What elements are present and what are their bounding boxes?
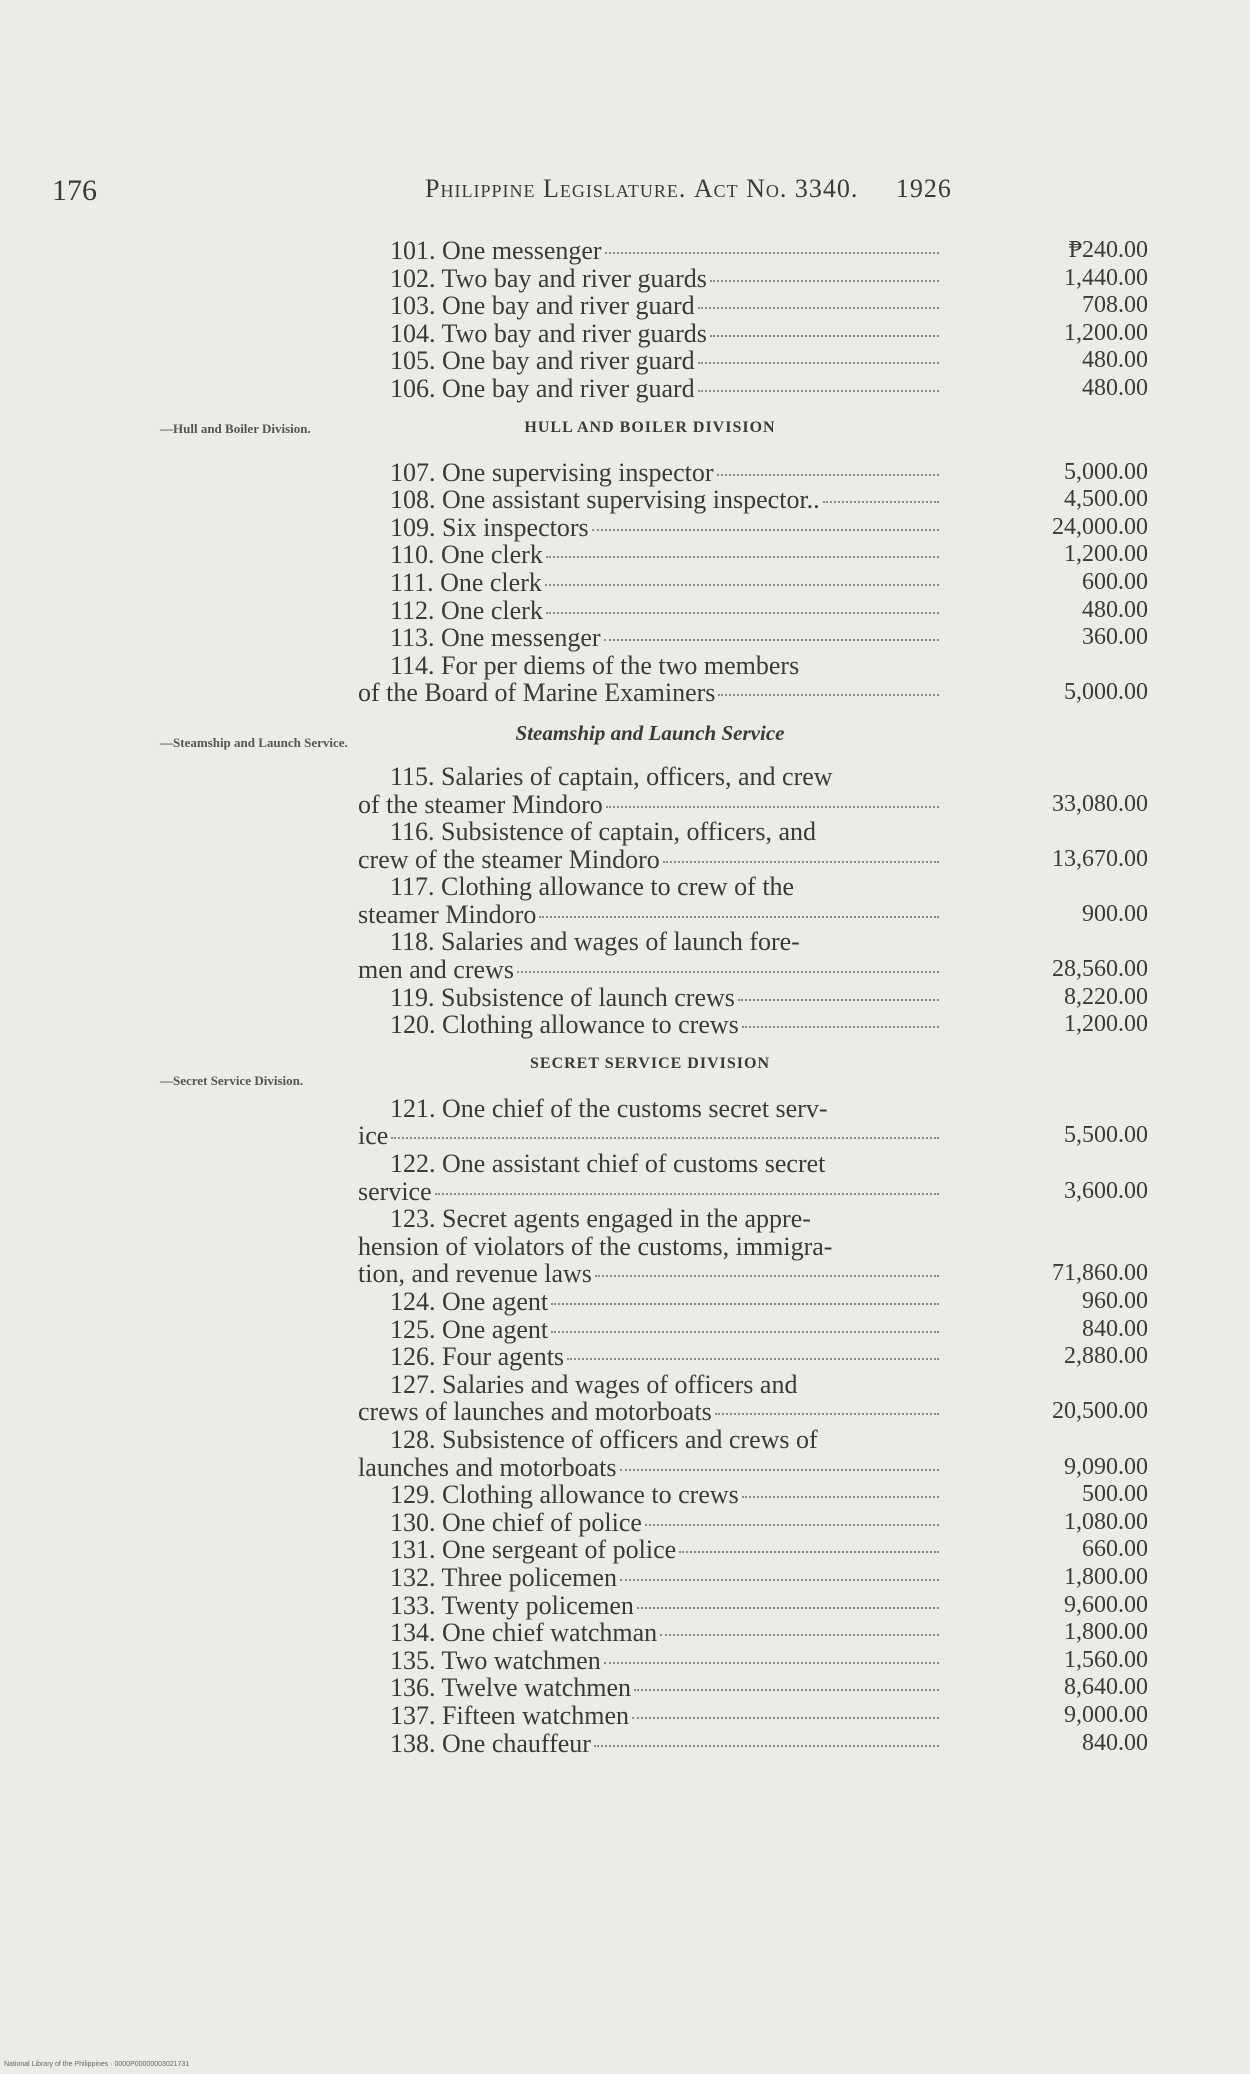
line-item-amount: 708.00 <box>1082 292 1148 319</box>
line-item-amount: 840.00 <box>1082 1729 1148 1756</box>
running-head <box>425 174 952 204</box>
line-item <box>358 1674 1148 1702</box>
running-head-act: Act No. 3340. <box>693 174 859 203</box>
item-text: launches and motorboats <box>358 1452 617 1482</box>
item-text: 133. Twenty policemen <box>390 1590 634 1620</box>
item-line <box>358 541 942 569</box>
line-item-description <box>358 459 942 487</box>
line-item <box>358 1150 1148 1205</box>
line-item <box>358 1288 1148 1316</box>
line-item-amount: 4,500.00 <box>1064 486 1148 513</box>
dot-leader <box>606 806 939 808</box>
item-line <box>358 514 942 542</box>
line-item <box>358 818 1148 873</box>
item-line <box>358 1371 942 1399</box>
item-line <box>358 1426 942 1454</box>
item-line <box>358 569 942 597</box>
line-item-description <box>358 1730 942 1758</box>
item-line <box>358 1647 942 1675</box>
item-line <box>358 901 942 929</box>
dot-leader <box>823 501 939 503</box>
item-text: of the Board of Marine Examiners <box>358 678 716 708</box>
line-item-description <box>358 984 942 1012</box>
line-item <box>358 265 1148 293</box>
line-item-description <box>358 818 942 873</box>
line-item <box>358 1592 1148 1620</box>
line-item-description <box>358 1674 942 1702</box>
item-line <box>358 1454 942 1482</box>
line-item <box>358 1343 1148 1371</box>
line-item-description <box>358 1095 942 1150</box>
dot-leader <box>663 861 939 863</box>
item-text: 128. Subsistence of officers and crews of <box>390 1424 818 1454</box>
dot-leader <box>604 639 939 641</box>
item-text: 101. One messenger <box>390 236 602 265</box>
line-item <box>358 1426 1148 1481</box>
line-item <box>358 459 1148 487</box>
line-item-description <box>358 1426 942 1481</box>
item-line <box>358 1205 942 1233</box>
line-item-amount: 360.00 <box>1082 624 1148 651</box>
line-item <box>358 873 1148 928</box>
item-line <box>358 652 942 680</box>
dot-leader <box>546 556 939 558</box>
line-item-description <box>358 237 942 265</box>
item-text: 104. Two bay and river guards <box>390 318 707 348</box>
line-item <box>358 569 1148 597</box>
item-text: 121. One chief of the customs secret serv- <box>390 1093 828 1123</box>
item-text: 105. One bay and river guard <box>390 346 695 376</box>
line-item-amount: 20,500.00 <box>1052 1398 1148 1425</box>
item-line <box>358 347 942 375</box>
line-item-description <box>358 1343 942 1371</box>
line-item-description <box>358 928 942 983</box>
dot-leader <box>551 1331 939 1333</box>
line-item <box>358 1564 1148 1592</box>
item-text: 130. One chief of police <box>390 1507 642 1537</box>
sidenote-secret-service: —Secret Service Division. <box>160 1073 304 1088</box>
item-line <box>358 1509 942 1537</box>
running-head-year: 1926 <box>895 174 952 203</box>
line-item <box>358 1730 1148 1758</box>
item-text: 117. Clothing allowance to crew of the <box>390 872 795 902</box>
line-item-amount: 9,000.00 <box>1064 1701 1148 1728</box>
page-number: 176 <box>52 174 97 207</box>
line-item-amount: 33,080.00 <box>1052 790 1148 817</box>
item-line <box>358 956 942 984</box>
item-line <box>358 1011 942 1039</box>
line-item-amount: 600.00 <box>1082 568 1148 595</box>
item-text: 135. Two watchmen <box>390 1645 601 1675</box>
dot-leader <box>634 1689 939 1691</box>
item-line <box>358 1730 942 1758</box>
dot-leader <box>604 1662 939 1664</box>
item-text: 108. One assistant supervising inspector.. <box>390 485 820 515</box>
item-line <box>358 818 942 846</box>
item-line <box>358 873 942 901</box>
line-item-amount: 480.00 <box>1082 596 1148 623</box>
line-item-description <box>358 652 942 707</box>
line-item-description <box>358 1509 942 1537</box>
section-heading-steamship <box>358 707 1148 763</box>
line-item-amount: 900.00 <box>1082 900 1148 927</box>
item-text: steamer Mindoro <box>358 899 537 929</box>
item-line <box>358 597 942 625</box>
line-item-description <box>358 1150 942 1205</box>
dot-leader <box>710 280 939 282</box>
line-item-amount: 5,000.00 <box>1064 679 1148 706</box>
item-text: crews of launches and motorboats <box>358 1397 712 1427</box>
dot-leader <box>660 1634 939 1636</box>
item-text: 127. Salaries and wages of officers and <box>390 1369 798 1399</box>
dot-leader <box>595 1275 939 1277</box>
line-item-description <box>358 486 942 514</box>
line-item <box>358 928 1148 983</box>
item-line <box>358 1343 942 1371</box>
line-item-description <box>358 1481 942 1509</box>
line-item-amount: 1,080.00 <box>1064 1508 1148 1535</box>
dot-leader <box>632 1717 939 1719</box>
item-text: 124. One agent <box>390 1287 549 1316</box>
item-text: 131. One sergeant of police <box>390 1535 677 1565</box>
sidenote-steamship: —Steamship and Launch Service. <box>160 735 348 750</box>
line-item <box>358 237 1148 265</box>
line-item <box>358 1509 1148 1537</box>
dot-leader <box>698 362 939 364</box>
item-line <box>358 1233 942 1261</box>
line-item-description <box>358 375 942 403</box>
line-item <box>358 541 1148 569</box>
line-item-amount: 1,560.00 <box>1064 1646 1148 1673</box>
section-heading-title: Steamship and Launch Service <box>515 720 785 745</box>
item-line <box>358 984 942 1012</box>
dot-leader <box>546 612 939 614</box>
item-text: crew of the steamer Mindoro <box>358 844 660 874</box>
item-text: 134. One chief watchman <box>390 1618 658 1648</box>
section-heading-hull <box>358 403 1148 459</box>
line-item <box>358 375 1148 403</box>
item-text: 103. One bay and river guard <box>390 291 695 321</box>
dot-leader <box>738 999 939 1001</box>
line-item-description <box>358 1371 942 1426</box>
line-item-description <box>358 1316 942 1344</box>
line-item <box>358 1371 1148 1426</box>
line-item-description <box>358 1564 942 1592</box>
appropriation-list <box>358 237 1148 1757</box>
dot-leader <box>698 307 939 309</box>
dot-leader <box>742 1026 939 1028</box>
item-line <box>358 459 942 487</box>
line-item-description <box>358 1647 942 1675</box>
dot-leader <box>594 1745 939 1747</box>
line-item <box>358 1647 1148 1675</box>
dot-leader <box>620 1579 939 1581</box>
item-line <box>358 1095 942 1123</box>
dot-leader <box>742 1496 939 1498</box>
line-item-description <box>358 873 942 928</box>
line-item <box>358 486 1148 514</box>
item-text: 109. Six inspectors <box>390 512 589 542</box>
line-item-description <box>358 1619 942 1647</box>
line-item <box>358 984 1148 1012</box>
line-item-amount: 71,860.00 <box>1052 1260 1148 1287</box>
line-item <box>358 1619 1148 1647</box>
item-line <box>358 1702 942 1730</box>
item-line <box>358 1592 942 1620</box>
item-line <box>358 846 942 874</box>
item-text: 115. Salaries of captain, officers, and crew <box>390 761 833 791</box>
line-item-amount: 960.00 <box>1082 1288 1148 1314</box>
dot-leader <box>435 1193 939 1195</box>
line-item <box>358 597 1148 625</box>
item-text: 136. Twelve watchmen <box>390 1673 632 1703</box>
line-item-amount: 3,600.00 <box>1064 1177 1148 1204</box>
line-item-amount: 1,800.00 <box>1064 1619 1148 1646</box>
dot-leader <box>551 1303 939 1305</box>
item-text: 132. Three policemen <box>390 1562 617 1592</box>
dot-leader <box>717 474 939 476</box>
line-item-amount: 480.00 <box>1082 374 1148 401</box>
item-text: 120. Clothing allowance to crews <box>390 1010 739 1040</box>
item-text: 116. Subsistence of captain, officers, and <box>390 817 816 847</box>
line-item-amount: 1,200.00 <box>1064 319 1148 346</box>
line-item-amount: 480.00 <box>1082 347 1148 374</box>
item-text: 125. One agent <box>390 1314 549 1344</box>
dot-leader <box>620 1469 940 1471</box>
line-item-description <box>358 541 942 569</box>
item-line <box>358 679 942 707</box>
item-text: 129. Clothing allowance to crews <box>390 1480 739 1510</box>
item-line <box>358 1150 942 1178</box>
line-item-amount: 5,500.00 <box>1064 1122 1148 1149</box>
item-text: 122. One assistant chief of customs secret <box>390 1149 826 1179</box>
item-line <box>358 1481 942 1509</box>
line-item-description <box>358 347 942 375</box>
item-text: 110. One clerk <box>390 540 543 570</box>
line-item-description <box>358 514 942 542</box>
item-line <box>358 292 942 320</box>
item-line <box>358 1674 942 1702</box>
item-line <box>358 1316 942 1344</box>
line-item-amount: 1,440.00 <box>1064 264 1148 291</box>
line-item <box>358 1011 1148 1039</box>
dot-leader <box>391 1137 939 1139</box>
item-text: 138. One chauffeur <box>390 1728 591 1758</box>
item-text: men and crews <box>358 955 514 985</box>
item-text: 112. One clerk <box>390 595 543 625</box>
item-text: tion, and revenue laws <box>358 1259 592 1289</box>
item-text: 114. For per diems of the two members <box>390 650 800 680</box>
item-line <box>358 375 942 403</box>
line-item-description <box>358 1536 942 1564</box>
sidenote-hull-boiler: —Hull and Boiler Division. <box>160 421 311 436</box>
line-item-description <box>358 597 942 625</box>
item-text: service <box>358 1176 432 1206</box>
dot-leader <box>545 584 939 586</box>
item-line <box>358 1288 942 1316</box>
line-item-description <box>358 624 942 652</box>
section-heading-secret <box>358 1039 1148 1095</box>
line-item-amount: 9,600.00 <box>1064 1591 1148 1618</box>
dot-leader <box>645 1524 939 1526</box>
line-item-description <box>358 1011 942 1039</box>
dot-leader <box>698 390 939 392</box>
line-item-description <box>358 569 942 597</box>
running-head-publisher: Philippine Legislature. <box>425 174 687 203</box>
item-line <box>358 486 942 514</box>
item-text: 137. Fifteen watchmen <box>390 1700 629 1730</box>
line-item-description <box>358 1592 942 1620</box>
item-line <box>358 1564 942 1592</box>
dot-leader <box>710 335 939 337</box>
line-item <box>358 1205 1148 1288</box>
line-item-description <box>358 292 942 320</box>
item-line <box>358 1178 942 1206</box>
section-heading-title: SECRET SERVICE DIVISION <box>530 1054 770 1072</box>
item-text: 126. Four agents <box>390 1342 565 1372</box>
line-item-amount: 1,200.00 <box>1064 1011 1148 1038</box>
dot-leader <box>517 971 939 973</box>
item-line <box>358 1260 942 1288</box>
line-item <box>358 1316 1148 1344</box>
section-heading-title: HULL AND BOILER DIVISION <box>524 418 776 436</box>
dot-leader <box>539 916 939 918</box>
line-item-description <box>358 763 942 818</box>
item-line <box>358 1619 942 1647</box>
line-item <box>358 1095 1148 1150</box>
item-line <box>358 624 942 652</box>
line-item-amount: 8,640.00 <box>1064 1674 1148 1701</box>
item-text: ice <box>358 1121 389 1151</box>
item-line <box>358 320 942 348</box>
dot-leader <box>715 1413 939 1415</box>
item-text: 102. Two bay and river guards <box>390 263 707 293</box>
item-text: of the steamer Mindoro <box>358 789 603 819</box>
line-item-amount: 1,800.00 <box>1064 1563 1148 1590</box>
line-item-amount: 840.00 <box>1082 1315 1148 1342</box>
item-text: 106. One bay and river guard <box>390 373 695 403</box>
dot-leader <box>567 1358 939 1360</box>
dot-leader <box>637 1607 939 1609</box>
item-line <box>358 1122 942 1150</box>
line-item-amount: 13,670.00 <box>1052 845 1148 872</box>
dot-leader <box>718 694 939 696</box>
item-text: 113. One messenger <box>390 623 601 653</box>
item-line <box>358 928 942 956</box>
item-line <box>358 237 942 265</box>
line-item-description <box>358 1702 942 1730</box>
item-text: hension of violators of the customs, immigra- <box>358 1231 833 1261</box>
item-line <box>358 791 942 819</box>
line-item-amount: 500.00 <box>1082 1481 1148 1508</box>
item-line <box>358 265 942 293</box>
line-item <box>358 514 1148 542</box>
item-text: 118. Salaries and wages of launch fore- <box>390 927 800 957</box>
scan-footer: National Library of the Philippines · 0000P00000003021731 <box>4 2061 190 2068</box>
line-item-description <box>358 1205 942 1288</box>
line-item <box>358 347 1148 375</box>
line-item <box>358 652 1148 707</box>
line-item <box>358 292 1148 320</box>
line-item-description <box>358 265 942 293</box>
line-item-amount: 24,000.00 <box>1052 513 1148 540</box>
line-item <box>358 624 1148 652</box>
line-item-amount: 2,880.00 <box>1064 1343 1148 1370</box>
line-item-amount: 5,000.00 <box>1064 458 1148 485</box>
dot-leader <box>679 1551 939 1553</box>
line-item-amount: 1,200.00 <box>1064 541 1148 568</box>
line-item-amount: 8,220.00 <box>1064 983 1148 1010</box>
line-item-amount: ₱240.00 <box>1068 237 1148 263</box>
line-item-description <box>358 1288 942 1316</box>
line-item-amount: 660.00 <box>1082 1536 1148 1563</box>
line-item <box>358 320 1148 348</box>
line-item <box>358 1481 1148 1509</box>
line-item <box>358 1702 1148 1730</box>
item-line <box>358 1398 942 1426</box>
dot-leader <box>592 529 939 531</box>
line-item-amount: 9,090.00 <box>1064 1453 1148 1480</box>
item-text: 119. Subsistence of launch crews <box>390 982 735 1012</box>
item-text: 111. One clerk <box>390 567 542 597</box>
item-line <box>358 1536 942 1564</box>
item-line <box>358 763 942 791</box>
line-item-description <box>358 320 942 348</box>
line-item <box>358 1536 1148 1564</box>
item-text: 123. Secret agents engaged in the appre- <box>390 1204 811 1234</box>
item-text: 107. One supervising inspector <box>390 457 714 487</box>
line-item <box>358 763 1148 818</box>
line-item-amount: 28,560.00 <box>1052 956 1148 983</box>
dot-leader <box>605 252 939 254</box>
